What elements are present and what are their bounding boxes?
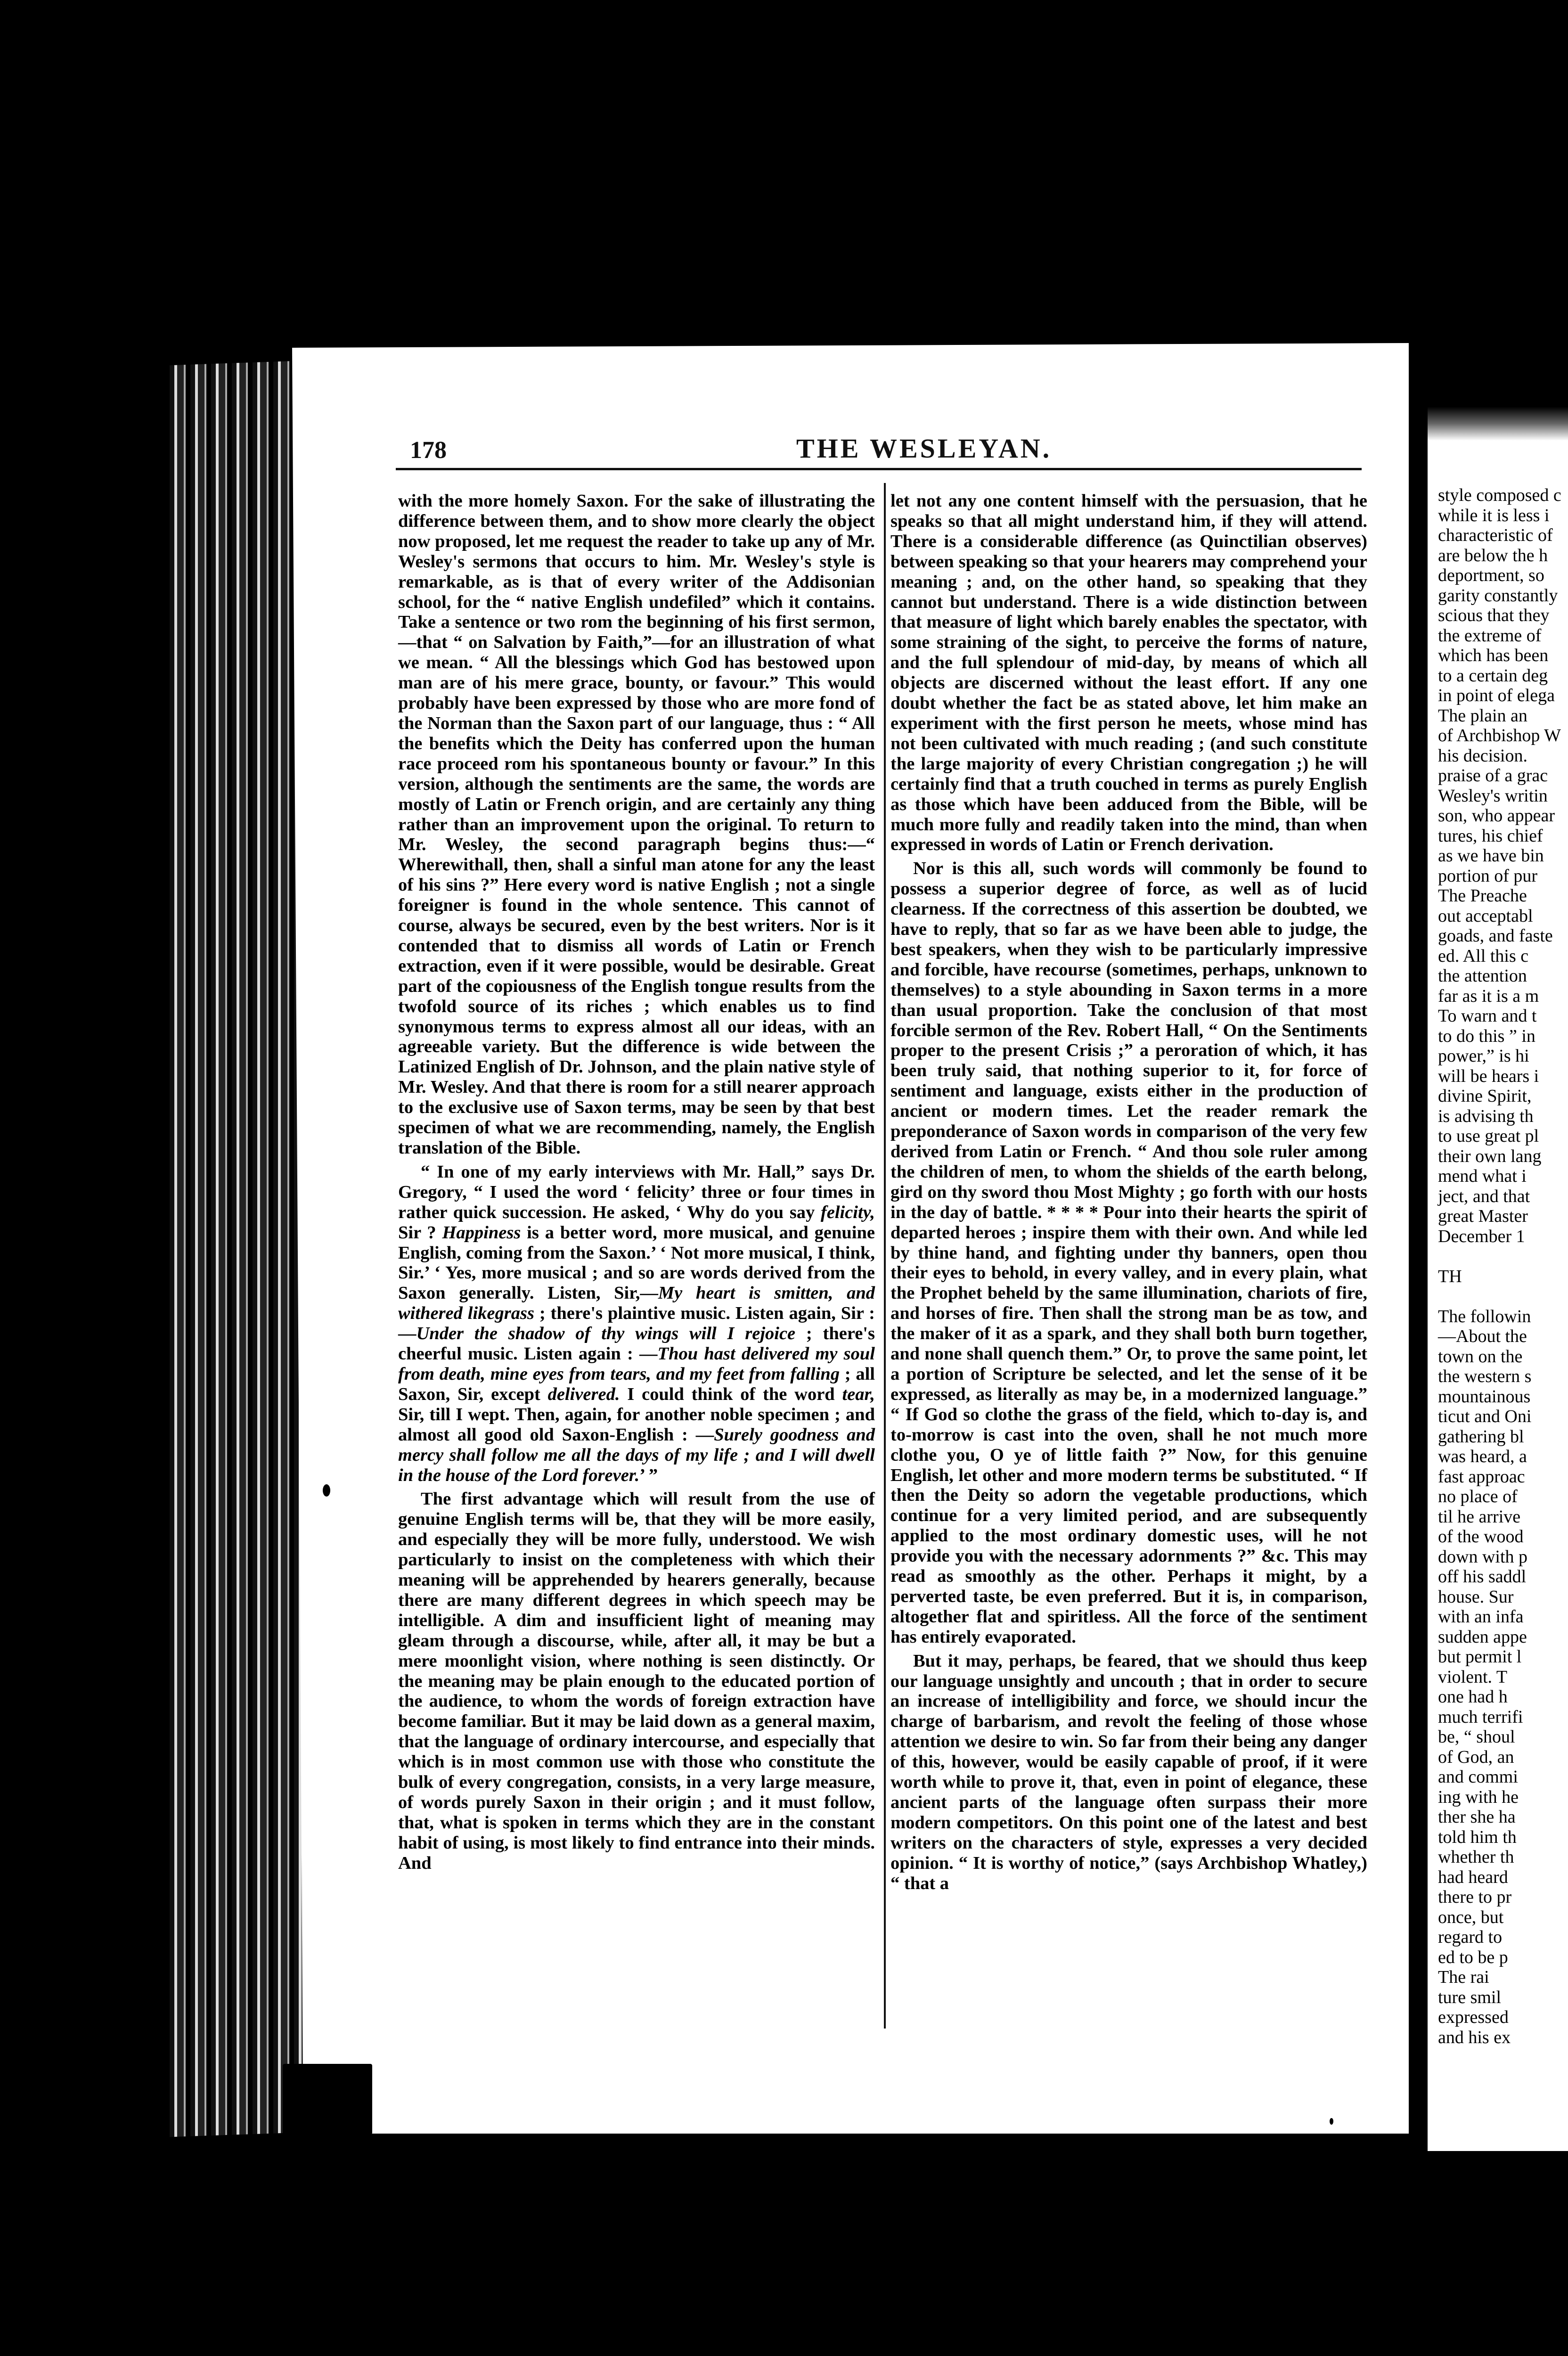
neighbor-line: fast approac [1438, 1466, 1525, 1487]
neighbor-line: style composed c [1438, 485, 1561, 505]
neighbor-line: scious that they [1438, 605, 1550, 625]
neighbor-line: TH [1438, 1266, 1462, 1286]
neighbor-line: had heard [1438, 1867, 1508, 1887]
neighbor-line: and his ex [1438, 2027, 1511, 2047]
left-column [398, 491, 875, 1873]
neighbor-line: The Preache [1438, 886, 1527, 906]
paragraph: But it may, perhaps, be feared, that we should thus keep our language unsightly and uncouth ; that in order to secure an increase of intelligibility and force, we should incur the charge of barbarism, and revolt the feeling of those whose attention we desire to win. So far from their being any danger of this, however, would be easily capable of proof, if it were worth while to prove it, that, even in point of elegance, these ancient parts of the language often surpass their more modern competitors. On this point one of the latest and best writers on the characters of style, expresses a very decided opinion. “ It is worthy of notice,” (says Archbishop Whatley,) “ that a [890, 1651, 1367, 1893]
neighbor-line: far as it is a m [1438, 986, 1539, 1006]
neighbor-line: once, but [1438, 1907, 1504, 1927]
running-title: THE WESLEYAN. [796, 433, 1052, 464]
scan-shadow [1428, 384, 1568, 441]
neighbor-page-text [1438, 485, 1568, 2047]
page-number: 178 [410, 437, 447, 464]
neighbor-line: his decision. [1438, 745, 1527, 766]
neighbor-line: ther she ha [1438, 1807, 1516, 1827]
neighbor-line: til he arrive [1438, 1506, 1521, 1527]
neighbor-line: ject, and that [1438, 1186, 1530, 1206]
neighbor-line: goads, and faste [1438, 926, 1553, 946]
neighbor-line: great Master [1438, 1206, 1528, 1226]
paragraph: The first advantage which will result from the use of genuine English terms will be, that they will be more easily, and especially they will be more fully, understood. We wish particularly to insist on the completeness with which their meaning will be apprehended by hearers generally, because there are many different degrees in which speech may be intelligible. A dim and insufficient light of meaning may gleam through a discourse, while, after all, it may be but a mere moonlight vision, where nothing is seen distinctly. Or the meaning may be plain enough to the educated portion of the audience, to whom the words of foreign extraction have become familiar. But it may be laid down as a general maxim, that the language of ordinary intercourse, and especially that which is in most common use with those who constitute the bulk of every congregation, consists, in a very large measure, of words purely Saxon in their origin ; and it must follow, that, what is spoken in terms which they are in the constant habit of using, is most likely to find entrance into their minds. And [398, 1489, 875, 1873]
neighbor-line: be, “ shoul [1438, 1727, 1515, 1747]
right-column [890, 491, 1367, 1894]
neighbor-line: there to pr [1438, 1887, 1512, 1907]
paragraph: with the more homely Saxon. For the sake of illustrating the difference between them, and to show more clearly the object now proposed, let me request the reader to take up any of Mr. Wesley's sermons that occurs to him. Mr. Wesley's style is remarkable, as is that of every writer of the Addisonian school, for the “ native English undefiled” which it contains. Take a sentence or two rom the beginning of his first sermon,—that “ on Salvation by Faith,”—for an illustration of what we mean. “ All the blessings which God has bestowed upon man are of his mere grace, bounty, or favour.” This would probably have been expressed by those who are more fond of the Norman than the Saxon part of our language, thus : “ All the benefits which the Deity has conferred upon the human race proceed rom his spontaneous bounty or favour.” In this version, although the sentiments are the same, the words are mostly of Latin or French origin, and are certainly any thing rather than an improvement upon the original. To return to Mr. Wesley, the second paragraph begins thus:—“ Wherewithall, then, shall a sinful man atone for any the least of his sins ?” Here every word is native English ; not a single foreigner is found in the whole sentence. This cannot of course, always be secured, even by the best writers. Nor is it contended that to dismiss all words of Latin or French extraction, even if it were possible, would be desirable. Great part of the copiousness of the English tongue results from the twofold source of its riches ; which enables us to find synonymous terms to express almost all our ideas, with an agreeable variety. But the difference is wide between the Latinized English of Dr. Johnson, and the plain native style of Mr. Wesley. And that there is room for a still nearer approach to the exclusive use of Saxon terms, may be seen by that best specimen of what we are recommending, namely, the English translation of the Bible. [398, 491, 875, 1158]
neighbor-line: ing with he [1438, 1787, 1519, 1807]
neighbor-line: out acceptabl [1438, 906, 1533, 926]
book-binding-edge [170, 360, 311, 2137]
neighbor-line: town on the [1438, 1346, 1523, 1366]
neighbor-line: mountainous [1438, 1386, 1531, 1407]
neighbor-line: are below the h [1438, 545, 1548, 565]
neighbor-line: to use great pl [1438, 1126, 1539, 1146]
neighbor-line: to do this ” in [1438, 1026, 1535, 1046]
neighbor-line: house. Sur [1438, 1587, 1514, 1607]
neighbor-line: violent. T [1438, 1667, 1508, 1687]
neighbor-line: no place of [1438, 1487, 1518, 1506]
neighbor-line: characteristic of [1438, 525, 1553, 545]
neighbor-line: of Archbishop W [1438, 726, 1561, 745]
neighbor-line: regard to [1438, 1927, 1503, 1947]
paragraph: Nor is this all, such words will commonly be found to possess a superior degree of force, as well as of lucid clearness. If the correctness of this assertion be doubted, we have to reply, that so far as we have been able to judge, the best speakers, when they wish to be particularly impressive and forcible, have recourse (sometimes, perhaps, unknown to themselves) to a style abounding in Saxon terms in a more than usual proportion. Take the conclusion of that most forcible sermon of the Rev. Robert Hall, “ On the Sentiments proper to the present Crisis ;” a peroration of which, it has been truly said, that nothing superior to it, for force of sentiment and language, exists either in the production of ancient or modern times. Let the reader remark the preponderance of Saxon words in comparison of the very few derived from Latin or French. “ And thou sole ruler among the children of men, to whom the shields of the earth belong, gird on thy sword thou Most Mighty ; go forth with our hosts in the day of battle. * * * * Pour into their hearts the spirit of departed heroes ; inspire them with their own. And while led by thine hand, and fighting under thy banners, open thou their eyes to behold, in every valley, and in every plain, what the Prophet beheld by the same illumination, chariots of fire, and horses of fire. Then shall the strong man be as tow, and the maker of it as a spark, and they shall both burn together, and none shall quench them.” Or, to prove the same point, let a portion of Scripture be selected, and let the sense of it be expressed, as literally as may be, in a modernized language.” “ If God so clothe the grass of the field, which to-day is, and to-morrow is cast into the oven, shall he not much more clothe you, O ye of little faith ?” Now, for this genuine English, let other and more modern terms be substituted. “ If then the Deity so adorn the vegetable productions, which continue for a very limited period, and are subsequently applied to the most ordinary domestic uses, will he not provide you with the necessary adornments ?” &c. This may read as smoothly as the other. Perhaps it might, by a perverted taste, be even preferred. But it is, in comparison, altogether flat and spiritless. All the force of the sentiment has entirely evaporated. [890, 859, 1367, 1647]
neighbor-line: told him th [1438, 1827, 1517, 1847]
neighbor-line: of God, an [1438, 1747, 1514, 1767]
neighbor-line: portion of pur [1438, 866, 1538, 886]
neighbor-line: with an infa [1438, 1607, 1524, 1627]
neighbor-line: gathering bl [1438, 1426, 1524, 1447]
neighbor-line: but permit l [1438, 1647, 1522, 1667]
neighbor-line: which has been [1438, 646, 1549, 665]
neighbor-line: the attention [1438, 966, 1527, 986]
neighbor-line: one had h [1438, 1687, 1508, 1707]
neighbor-line: —About the [1438, 1326, 1527, 1346]
neighbor-line: garity constantly [1438, 585, 1558, 605]
neighbor-line: tures, his chief [1438, 826, 1543, 846]
binding-clip [283, 2064, 372, 2135]
neighbor-line: while it is less i [1438, 505, 1550, 525]
neighbor-line: and commi [1438, 1767, 1518, 1787]
neighbor-page-fragment [1428, 384, 1568, 2151]
neighbor-line: the extreme of [1438, 625, 1542, 646]
neighbor-line: praise of a grac [1438, 766, 1548, 785]
neighbor-line: their own lang [1438, 1146, 1542, 1166]
column-divider [884, 483, 886, 2029]
neighbor-line: expressed [1438, 2007, 1509, 2027]
neighbor-line: sudden appe [1438, 1627, 1527, 1647]
header-rule [396, 468, 1362, 470]
neighbor-line: The rai [1438, 1967, 1489, 1987]
neighbor-line [1438, 1246, 1568, 1267]
ink-mark [323, 1484, 330, 1497]
neighbor-line: to a certain deg [1438, 665, 1548, 686]
neighbor-line: in point of elega [1438, 686, 1555, 705]
neighbor-line: whether th [1438, 1847, 1514, 1867]
neighbor-line: ture smil [1438, 1987, 1502, 2007]
neighbor-line [1438, 1286, 1568, 1307]
neighbor-line: power,” is hi [1438, 1046, 1529, 1066]
neighbor-line: Wesley's writin [1438, 785, 1548, 806]
neighbor-line: ed. All this c [1438, 946, 1529, 966]
neighbor-line: is advising th [1438, 1106, 1534, 1126]
neighbor-line: of the wood [1438, 1527, 1524, 1546]
neighbor-line: December 1 [1438, 1226, 1525, 1246]
neighbor-line: down with p [1438, 1546, 1527, 1567]
neighbor-line: son, who appear [1438, 806, 1555, 826]
neighbor-line: much terrifi [1438, 1707, 1523, 1727]
ink-mark [1330, 2118, 1333, 2125]
neighbor-line: the western s [1438, 1366, 1532, 1386]
neighbor-line: as we have bin [1438, 846, 1544, 866]
neighbor-line: was heard, a [1438, 1447, 1527, 1466]
neighbor-line: To warn and t [1438, 1006, 1537, 1026]
paragraph: let not any one content himself with the persuasion, that he speaks so that all might understand him, if they will attend. There is a considerable difference (as Quinctilian observes) between speaking so that your hearers may comprehend your meaning ; and, on the other hand, so speaking that they cannot but understand. There is a wide distinction between that measure of light which barely enables the spectator, with some straining of the sight, to perceive the forms of nature, and the full splendour of mid-day, by means of which all objects are discerned without the least effort. If any one doubt whether the fact be as stated above, let him make an experiment with the first person he meets, whose mind has not been cultivated with much reading ; (and such constitute the large majority of every Christian congregation ;) he will certainly find that a truth couched in terms as purely English as those which have been adduced from the Bible, will be much more fully and readily taken into the mind, than when expressed in words of Latin or French derivation. [890, 491, 1367, 855]
neighbor-line: divine Spirit, [1438, 1086, 1532, 1106]
neighbor-line: The plain an [1438, 705, 1527, 726]
neighbor-line: ticut and Oni [1438, 1407, 1532, 1426]
neighbor-line: ed to be p [1438, 1947, 1508, 1967]
ink-mark [1409, 759, 1414, 769]
paragraph-quote-hall: “ In one of my early interviews with Mr. Hall,” says Dr. Gregory, “ I used the word ‘ felicity’ three or four times in rather quick succession. He asked, ‘ Why do you say felicity, Sir ? Happiness is a better word, more musical, and genuine English, coming from the Saxon.’ ‘ Not more musical, I think, Sir.’ ‘ Yes, more musical ; and so are words derived from the Saxon generally. Listen, Sir,—My heart is smitten, and withered likegrass ; there's plaintive music. Listen again, Sir :—Under the shadow of thy wings will I rejoice ; there's cheerful music. Listen again : —Thou hast delivered my soul from death, mine eyes from tears, and my feet from falling ; all Saxon, Sir, except delivered. I could think of the word tear, Sir, till I wept. Then, again, for another noble specimen ; and almost all good old Saxon-English : —Surely goodness and mercy shall follow me all the days of my life ; and I will dwell in the house of the Lord forever.’ ” [398, 1162, 875, 1485]
neighbor-line: off his saddl [1438, 1567, 1527, 1587]
neighbor-line: deportment, so [1438, 565, 1544, 585]
neighbor-line: mend what i [1438, 1166, 1527, 1186]
neighbor-line: will be hears i [1438, 1066, 1539, 1086]
neighbor-line: The followin [1438, 1306, 1531, 1326]
